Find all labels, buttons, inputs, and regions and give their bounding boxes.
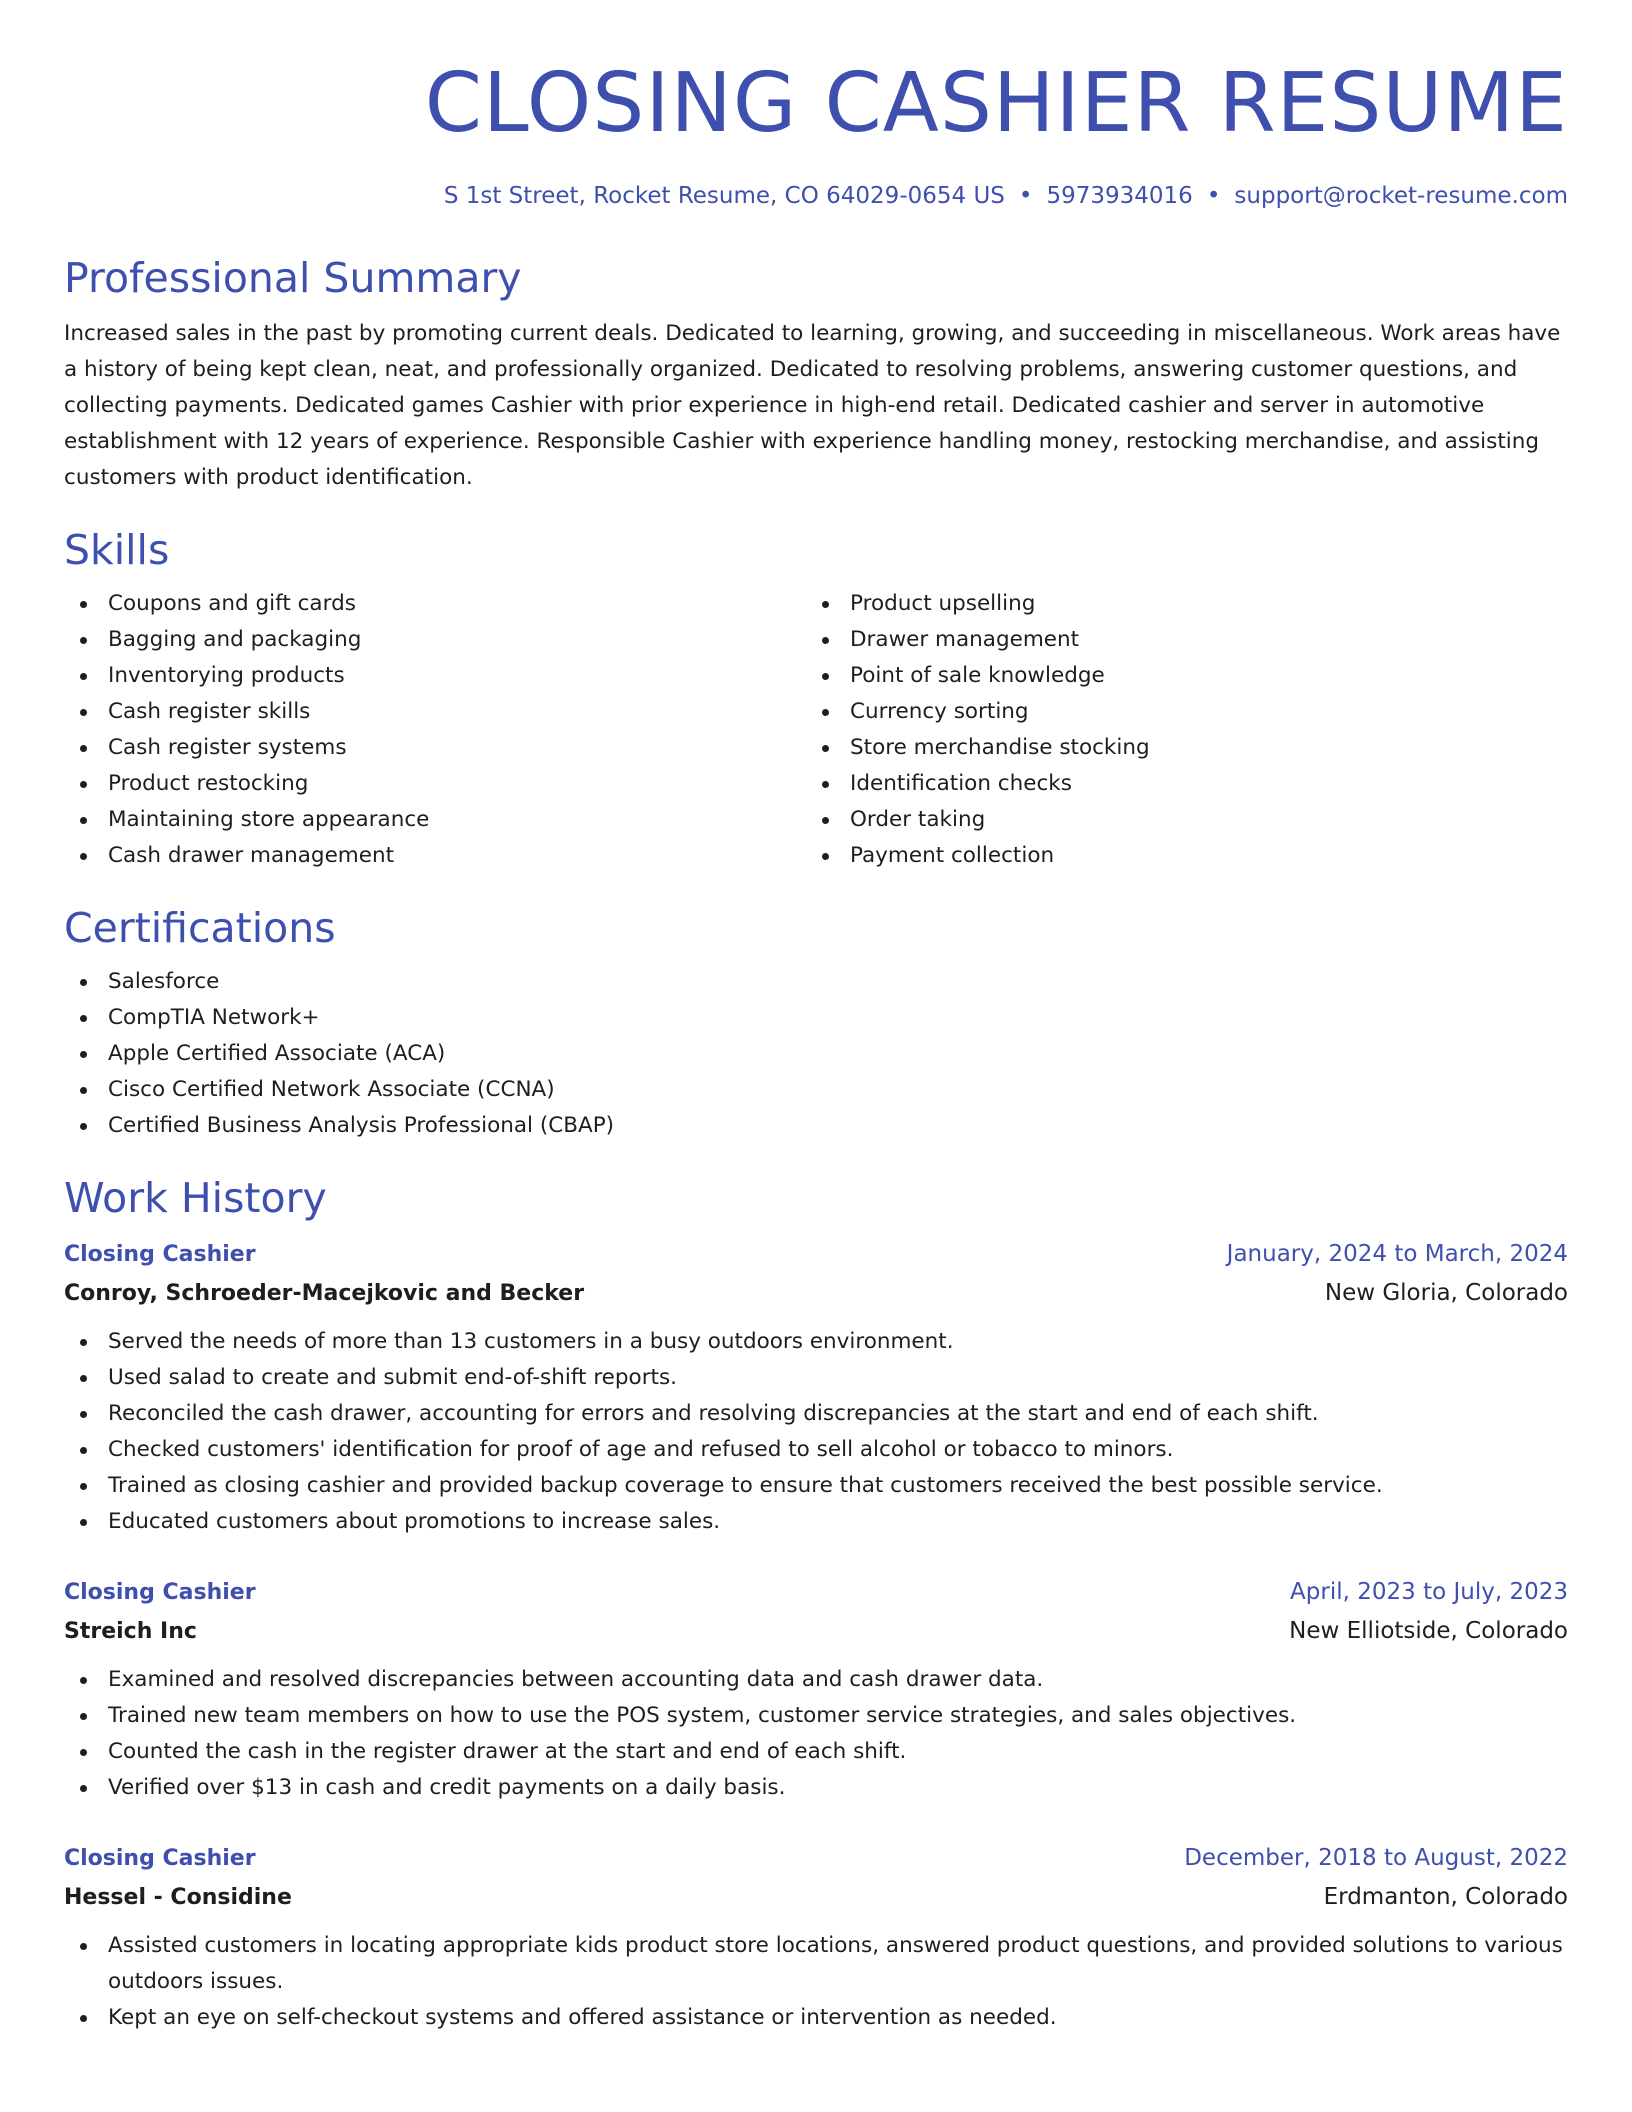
job-entry (64, 1236, 1568, 1540)
job-duty: Used salad to create and submit end-of-shift reports. (64, 1360, 1568, 1396)
skill-item: Drawer management (806, 622, 1568, 658)
job-duty: Kept an eye on self-checkout systems and offered assistance or intervention as needed. (64, 2000, 1568, 2036)
job-title: Closing Cashier (64, 1846, 256, 1871)
job-duty: Verified over $13 in cash and credit payments on a daily basis. (64, 1770, 1568, 1806)
job-header (64, 1236, 1568, 1273)
skill-item: Currency sorting (806, 694, 1568, 730)
contact-separator: • (1206, 183, 1221, 209)
skills-list-right (806, 586, 1568, 874)
job-duties (64, 1928, 1568, 2036)
job-duty: Counted the cash in the register drawer at the start and end of each shift. (64, 1734, 1568, 1770)
skill-item: Product upselling (806, 586, 1568, 622)
job-duty: Checked customers' identification for proof of age and refused to sell alcohol or tobacco to minors. (64, 1432, 1568, 1468)
job-duty: Assisted customers in locating appropriate kids product store locations, answered product questions, and provided solutions to various outdoors issues. (64, 1928, 1568, 2000)
job-duty: Educated customers about promotions to increase sales. (64, 1504, 1568, 1540)
job-duty: Served the needs of more than 13 customers in a busy outdoors environment. (64, 1324, 1568, 1360)
job-employer-row (64, 1877, 1568, 1918)
job-company: Conroy, Schroeder-Macejkovic and Becker (64, 1281, 585, 1306)
job-location: New Gloria, Colorado (1324, 1280, 1568, 1306)
skill-item: Coupons and gift cards (64, 586, 806, 622)
job-duties (64, 1662, 1568, 1806)
job-duty: Reconciled the cash drawer, accounting for errors and resolving discrepancies at the start and end of each shift. (64, 1396, 1568, 1432)
summary-text: Increased sales in the past by promoting current deals. Dedicated to learning, growing, and succeeding in miscellaneous. Work areas have a history of being kept clean, neat, and professionally organized. Dedicated to resolving problems, answering customer questions, and collecting payments. Dedicated games Cashier with prior experience in high-end retail. Dedicated cashier and server in automotive establishment with 12 years of experience. Responsible Cashier with experience handling money, restocking merchandise, and assisting customers with product identification. (64, 321, 1561, 490)
job-company: Streich Inc (64, 1619, 197, 1644)
skill-item: Bagging and packaging (64, 622, 806, 658)
summary-heading: Professional Summary (64, 254, 522, 302)
job-dates: December, 2018 to August, 2022 (1184, 1845, 1568, 1871)
job-header (64, 1840, 1568, 1877)
job-entry (64, 1574, 1568, 1806)
skills-heading: Skills (64, 526, 170, 574)
certifications-heading: Certifications (64, 904, 336, 952)
certification-item: CompTIA Network+ (64, 1000, 1568, 1036)
job-location: Erdmanton, Colorado (1323, 1884, 1568, 1910)
contact-email: support@rocket-resume.com (1234, 183, 1568, 209)
job-employer-row (64, 1273, 1568, 1314)
skill-item: Cash drawer management (64, 838, 806, 874)
job-dates: April, 2023 to July, 2023 (1290, 1579, 1568, 1605)
job-title: Closing Cashier (64, 1242, 256, 1267)
certification-item: Cisco Certified Network Associate (CCNA) (64, 1072, 1568, 1108)
skill-item: Cash register skills (64, 694, 806, 730)
skill-item: Inventorying products (64, 658, 806, 694)
skill-item: Cash register systems (64, 730, 806, 766)
contact-line (64, 180, 1568, 212)
skill-item: Store merchandise stocking (806, 730, 1568, 766)
certification-item: Certified Business Analysis Professional (CBAP) (64, 1108, 1568, 1144)
job-company: Hessel - Considine (64, 1885, 292, 1910)
skill-item: Maintaining store appearance (64, 802, 806, 838)
job-duties (64, 1324, 1568, 1540)
job-header (64, 1574, 1568, 1611)
skill-item: Order taking (806, 802, 1568, 838)
job-entry (64, 1840, 1568, 2036)
skill-item: Point of sale knowledge (806, 658, 1568, 694)
job-employer-row (64, 1611, 1568, 1652)
certification-item: Apple Certified Associate (ACA) (64, 1036, 1568, 1072)
contact-address: S 1st Street, Rocket Resume, CO 64029-0654 US (443, 183, 1005, 209)
job-duty: Trained as closing cashier and provided backup coverage to ensure that customers received the best possible service. (64, 1468, 1568, 1504)
work-history-heading: Work History (64, 1174, 327, 1222)
skills-grid (64, 586, 1568, 874)
contact-separator: • (1018, 183, 1033, 209)
skill-item: Identification checks (806, 766, 1568, 802)
resume-title: CLOSING CASHIER RESUME (424, 56, 1568, 151)
certifications-list (64, 964, 1568, 1144)
job-duty: Trained new team members on how to use the POS system, customer service strategies, and sales objectives. (64, 1698, 1568, 1734)
job-dates: January, 2024 to March, 2024 (1226, 1241, 1568, 1267)
skills-list-left (64, 586, 806, 874)
certification-item: Salesforce (64, 964, 1568, 1000)
job-location: New Elliotside, Colorado (1289, 1618, 1568, 1644)
skill-item: Product restocking (64, 766, 806, 802)
contact-phone: 5973934016 (1046, 183, 1193, 209)
job-duty: Examined and resolved discrepancies between accounting data and cash drawer data. (64, 1662, 1568, 1698)
skill-item: Payment collection (806, 838, 1568, 874)
job-title: Closing Cashier (64, 1580, 256, 1605)
